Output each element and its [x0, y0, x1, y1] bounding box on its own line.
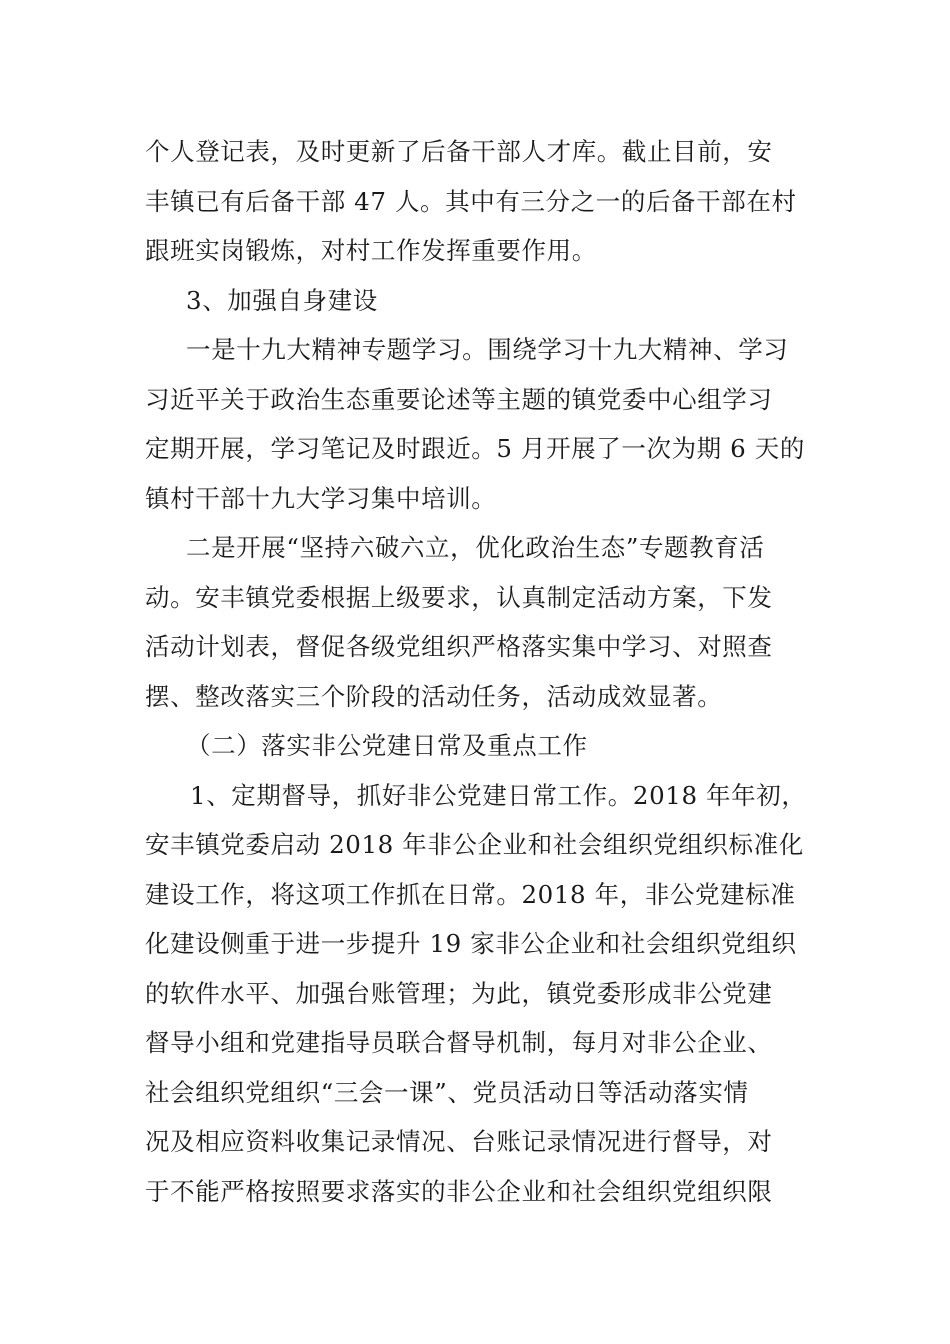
- text-line-19: 督导小组和党建指导员联合督导机制，每月对非公企业、: [145, 1028, 773, 1057]
- text-line-11: 活动计划表，督促各级党组织严格落实集中学习、对照查: [145, 632, 773, 661]
- text-line-9: 二是开展“坚持六破六立，优化政治生态”专题教育活: [186, 533, 765, 562]
- text-line-12: 摆、整改落实三个阶段的活动任务，活动成效显著。: [145, 682, 723, 711]
- text-line-5: 一是十九大精神专题学习。围绕学习十九大精神、学习: [186, 335, 789, 364]
- section-heading: 3、加强自身建设: [186, 286, 378, 315]
- text-line-6: 习近平关于政治生态重要论述等主题的镇党委中心组学习: [145, 385, 773, 414]
- text-line-17: 化建设侧重于进一步提升 19 家非公企业和社会组织党组织: [145, 929, 797, 958]
- text-line-14: 1、定期督导，抓好非公党建日常工作。2018 年年初，: [190, 781, 807, 810]
- text-line-1: 个人登记表，及时更新了后备干部人才库。截止目前，安: [145, 137, 773, 166]
- text-line-8: 镇村干部十九大学习集中培训。: [145, 484, 497, 513]
- text-line-7: 定期开展，学习笔记及时跟近。5 月开展了一次为期 6 天的: [145, 434, 805, 463]
- text-line-22: 于不能严格按照要求落实的非公企业和社会组织党组织限: [145, 1177, 773, 1206]
- text-line-20: 社会组织党组织“三会一课”、党员活动日等活动落实情: [145, 1078, 749, 1107]
- text-line-10: 动。安丰镇党委根据上级要求，认真制定活动方案，下发: [145, 583, 773, 612]
- text-line-18: 的软件水平、加强台账管理；为此，镇党委形成非公党建: [145, 979, 773, 1008]
- subsection-heading: （二）落实非公党建日常及重点工作: [186, 731, 588, 760]
- text-line-2: 丰镇已有后备干部 47 人。其中有三分之一的后备干部在村: [145, 187, 797, 216]
- text-line-16: 建设工作，将这项工作抓在日常。2018 年，非公党建标准: [145, 880, 796, 909]
- text-line-21: 况及相应资料收集记录情况、台账记录情况进行督导，对: [145, 1127, 773, 1156]
- text-line-15: 安丰镇党委启动 2018 年非公企业和社会组织党组织标准化: [145, 830, 804, 859]
- text-line-3: 跟班实岗锻炼，对村工作发挥重要作用。: [145, 236, 597, 265]
